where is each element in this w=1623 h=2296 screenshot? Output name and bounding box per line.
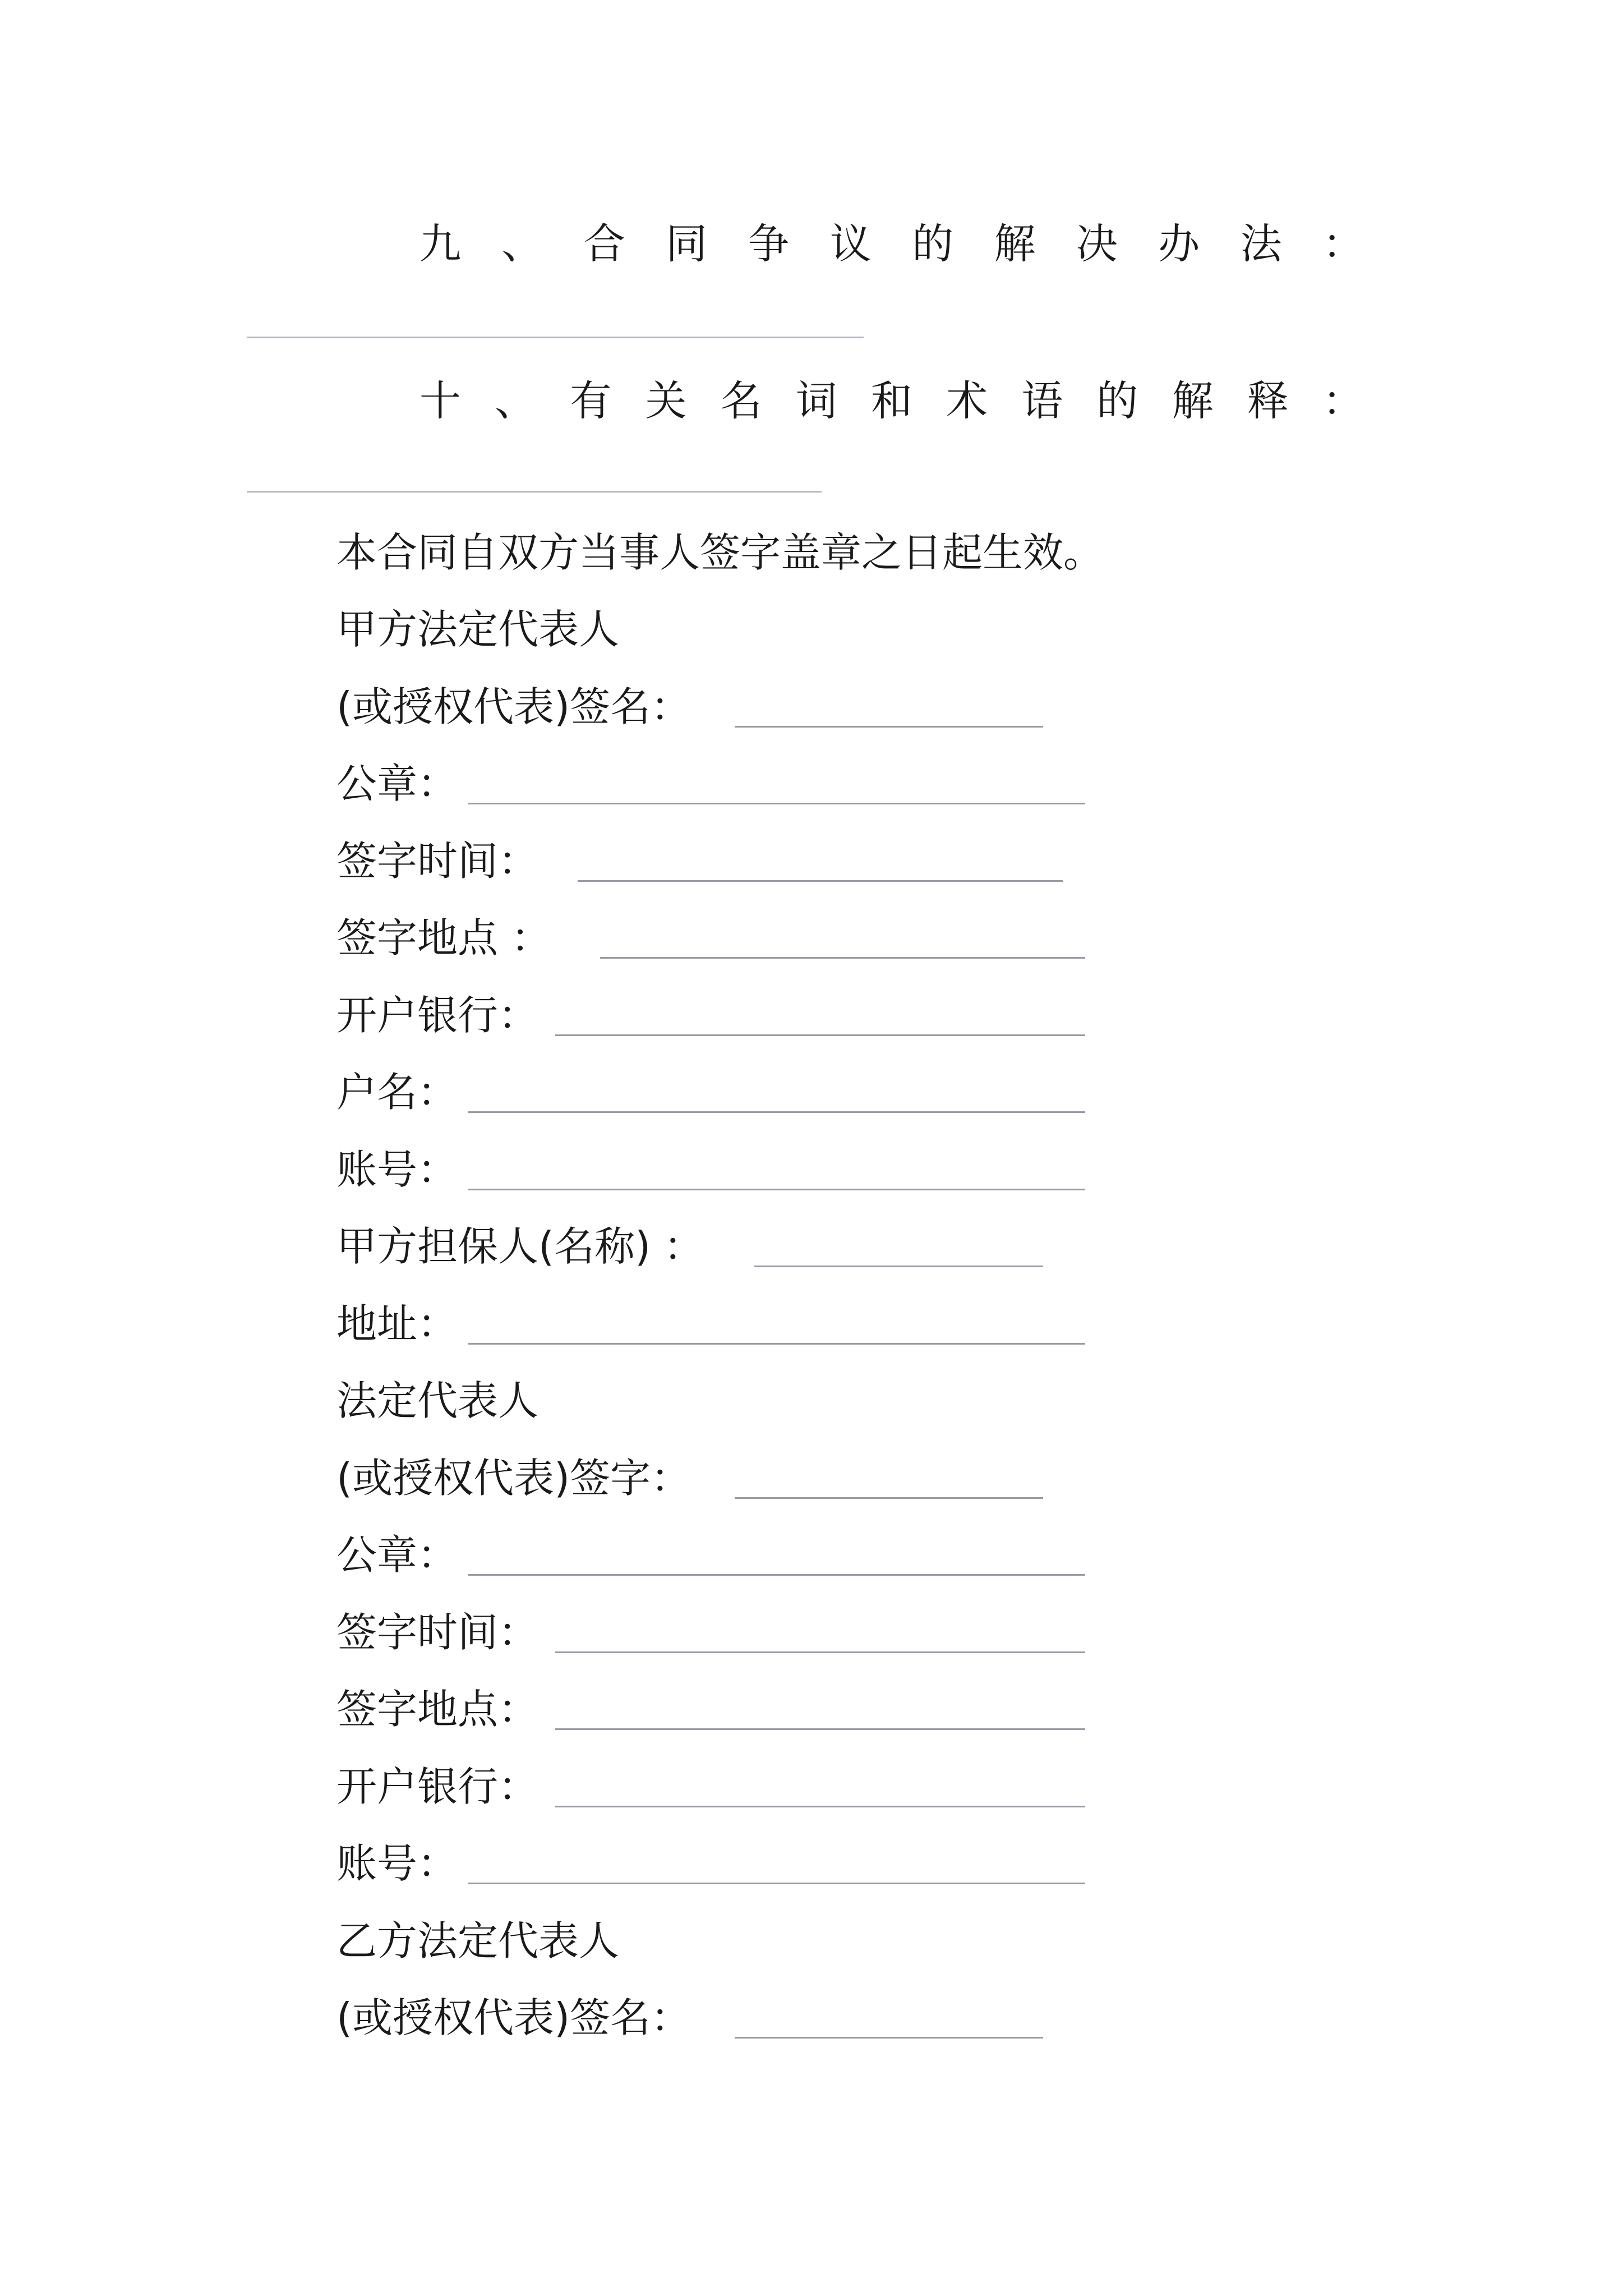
heading-char: 的 — [1096, 377, 1138, 425]
heading-char: 同 — [666, 220, 708, 268]
guarantor-sign-time-blank[interactable] — [555, 1651, 1085, 1653]
party-a-rep-heading-text: 甲方法定代表人 — [336, 606, 620, 653]
heading-char: 关 — [645, 377, 687, 425]
party-a-sign-place-label: 签字地点 ： — [336, 914, 551, 961]
guarantor-seal-label: 公章： — [336, 1531, 458, 1579]
heading-char: 词 — [795, 377, 837, 425]
party-a-seal-blank[interactable] — [468, 803, 1085, 804]
party-a-sign-label: (或授权代表)签名： — [336, 683, 691, 730]
guarantor-sign-blank[interactable] — [735, 1497, 1043, 1499]
clause-10-blank-line — [247, 491, 822, 493]
party-a-account-name-label: 户名： — [336, 1069, 458, 1116]
party-a-sign-time-blank[interactable] — [578, 880, 1063, 882]
heading-char: 释 — [1247, 377, 1289, 425]
party-b-rep-heading-text: 乙方法定代表人 — [336, 1917, 620, 1964]
party-a-bank-label: 开户银行： — [336, 992, 539, 1039]
heading-char: ： — [1322, 220, 1364, 268]
heading-char: 、 — [501, 220, 543, 268]
heading-char: 术 — [946, 377, 988, 425]
guarantor-sign-label: (或授权代表)签字： — [336, 1455, 691, 1502]
heading-char: 九 — [419, 220, 461, 268]
party-a-sign-blank[interactable] — [735, 726, 1043, 728]
guarantor-sign-place-label: 签字地点： — [336, 1686, 539, 1733]
guarantor-seal-blank[interactable] — [468, 1574, 1085, 1576]
clause-9-blank-line — [247, 337, 864, 338]
heading-char: 解 — [1172, 377, 1214, 425]
clause-10-heading — [415, 370, 1368, 432]
heading-char: 、 — [495, 377, 537, 425]
party-a-account-name-blank[interactable] — [468, 1111, 1085, 1113]
guarantor-bank-label: 开户银行： — [336, 1763, 539, 1810]
heading-char: 办 — [1158, 220, 1200, 268]
guarantor-sign-place-blank[interactable] — [555, 1728, 1085, 1730]
heading-char: 语 — [1021, 377, 1063, 425]
guarantor-name-blank[interactable] — [754, 1266, 1043, 1267]
heading-char: 有 — [570, 377, 612, 425]
party-a-account-no-blank[interactable] — [468, 1189, 1085, 1190]
guarantor-address-blank[interactable] — [468, 1343, 1085, 1345]
heading-char: ： — [1322, 377, 1364, 425]
party-a-sign-time-label: 签字时间： — [336, 838, 539, 885]
heading-char: 议 — [829, 220, 872, 268]
effective-statement-text: 本合同自双方当事人签字盖章之日起生效。 — [336, 529, 1104, 576]
clause-9-text — [415, 213, 1368, 275]
party-b-sign-blank[interactable] — [735, 2037, 1043, 2039]
party-a-bank-blank[interactable] — [555, 1034, 1085, 1036]
heading-char: 十 — [419, 377, 461, 425]
heading-char: 和 — [870, 377, 912, 425]
guarantor-bank-blank[interactable] — [555, 1806, 1085, 1807]
heading-char: 的 — [912, 220, 954, 268]
guarantor-account-no-label: 账号： — [336, 1840, 458, 1887]
guarantor-account-no-blank[interactable] — [468, 1883, 1085, 1884]
party-b-sign-label: (或授权代表)签名： — [336, 1994, 691, 2041]
heading-char: 合 — [583, 220, 625, 268]
party-a-seal-label: 公章： — [336, 760, 458, 807]
guarantor-address-label: 地址： — [336, 1300, 458, 1347]
clause-9-heading — [415, 213, 1368, 275]
heading-char: 决 — [1076, 220, 1118, 268]
heading-char: 争 — [748, 220, 790, 268]
heading-char: 解 — [994, 220, 1036, 268]
heading-char: 法 — [1240, 220, 1282, 268]
party-a-account-no-label: 账号： — [336, 1146, 458, 1193]
heading-char: 名 — [720, 377, 762, 425]
party-a-sign-place-blank[interactable] — [600, 957, 1085, 959]
guarantor-name-label: 甲方担保人(名称) ： — [336, 1223, 704, 1270]
guarantor-sign-time-label: 签字时间： — [336, 1609, 539, 1656]
guarantor-rep-heading-text: 法定代表人 — [336, 1377, 539, 1424]
clause-10-text — [415, 370, 1368, 432]
